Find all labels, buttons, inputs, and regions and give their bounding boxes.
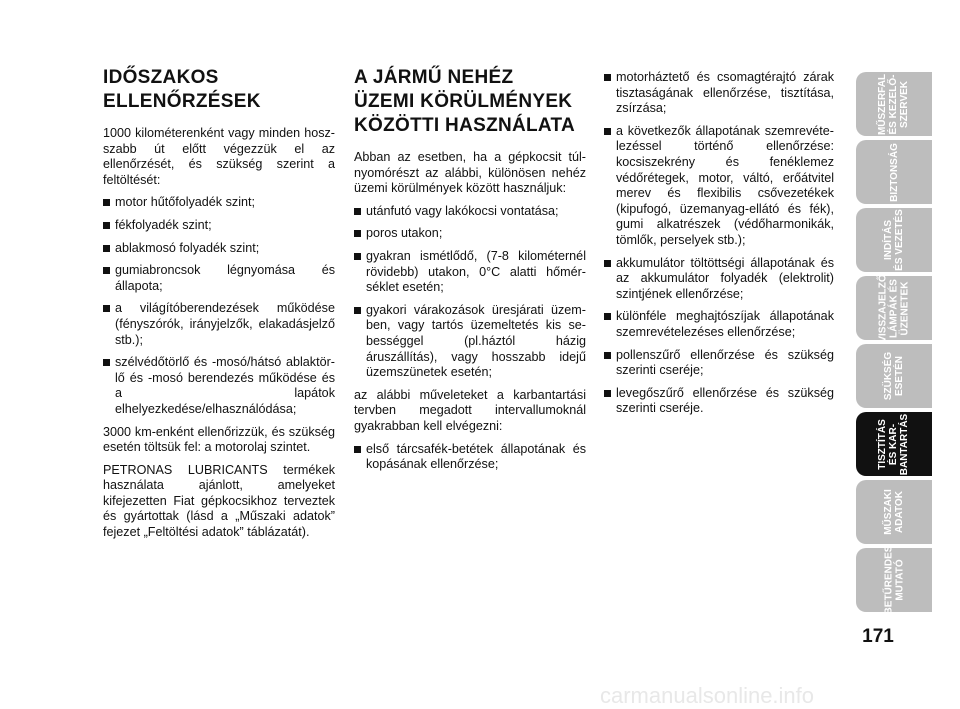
checklist-item: motor hűtőfolyadék szint; (103, 195, 335, 211)
bullet-square-icon (604, 352, 611, 359)
checklist-item: akkumulátor töltöttségi állapotának és az akkumulátor folyadék (elektrolit) szintjének ellenőrzése; (604, 256, 834, 303)
tab-label: BETŰRENDES MUTATÓ (883, 545, 905, 615)
checklist-item: gyakran ismétlődő, (7-8 kilométernél rövidebb) utakon, 0°C alatti hőmérséklet esetén; (354, 249, 586, 296)
checklist-item: poros utakon; (354, 226, 586, 242)
checklist-item: különféle meghajtószíjak állapotának szemrevételezéses ellenőrzése; (604, 309, 834, 340)
tab-instruments[interactable] (856, 72, 932, 136)
bullet-square-icon (604, 390, 611, 397)
bullet-square-icon (103, 199, 110, 206)
tab-label: BIZTONSÁG (888, 142, 900, 202)
oil-check-paragraph: 3000 km-enként ellenőrizzük, és szükség esetén töltsük fel: a motorolaj szintet. (103, 424, 335, 455)
checklist-item: motorháztető és csomagtérajtó zárak tisztaságának ellenőrzése, tisztítása, zsírzása; (604, 70, 834, 117)
bullet-square-icon (604, 260, 611, 267)
tab-label: SZÜKSÉG ESETÉN (883, 351, 905, 401)
bullet-square-icon (604, 128, 611, 135)
checklist-item: gyakori várakozások üresjárati üzemben, vagy tartós üzemeltetés kis sebességgel (pl.háztól házig áruszállítás), vagy hosszabb idejű üzemszünetek esetén; (354, 303, 586, 381)
checklist-item: levegőszűrő ellenőrzése és szükség szerinti cseréje. (604, 386, 834, 417)
middle-column (354, 66, 586, 480)
checklist-item: fékfolyadék szint; (103, 218, 335, 234)
watermark: carmanualsonline.info (600, 683, 815, 708)
intro-paragraph: 1000 kilométerenként vagy minden hoszszabb út előtt végezzük el az ellenőrzését, és szükség szerint a feltöltését: (103, 126, 335, 187)
tab-starting-driving[interactable] (856, 208, 932, 272)
tab-maintenance[interactable] (856, 412, 932, 476)
checklist-item: ablakmosó folyadék szint; (103, 241, 335, 257)
left-column (103, 66, 335, 548)
tab-label: TISZTÍTÁS ÉS KAR- BANTARTÁS (877, 413, 911, 475)
tab-index[interactable] (856, 545, 932, 615)
bullet-square-icon (354, 230, 361, 237)
checklist-item: a következők állapotának szemrevételezéssel történő ellenőrzése: kocsiszekrény és fenéklemez védőrétegek, motor, váltó, erőátvitel merev és flexibilis csővezetékek (kipufogó, üzemanyag-ellátó és fék), gumi alkatrészek (védőharmonikák, tömlők, perselyek stb.); (604, 124, 834, 249)
bullet-square-icon (354, 307, 361, 314)
section-heading-periodic-checks: IDŐSZAKOS ELLENŐRZÉSEK (103, 67, 261, 112)
bullet-square-icon (354, 208, 361, 215)
checklist-item: a világítóberendezések működése (fényszórók, irányjelzők, elakadásjelző stb.); (103, 301, 335, 348)
lubricants-paragraph: PETRONAS LUBRICANTS termékek használata ajánlott, amelyeket kifejezetten Fiat gépkocsikhoz terveztek és gyártottak (lásd a „Műszaki adatok” fejezet „Feltöltési adatok” táblázatát). (103, 462, 335, 540)
section-heading-heavy-duty: A JÁRMŰ NEHÉZ ÜZEMI KÖRÜLMÉNYEK KÖZÖTTI HASZNÁLATA (354, 67, 576, 136)
intro-paragraph: Abban az esetben, ha a gépkocsit túlnyomórészt az alábbi, különösen nehéz üzemi körülmények között használjuk: (354, 150, 586, 196)
bullet-square-icon (604, 313, 611, 320)
tab-safety[interactable] (856, 140, 932, 204)
bullet-square-icon (354, 446, 361, 453)
bullet-square-icon (103, 222, 110, 229)
bullet-square-icon (103, 245, 110, 252)
bullet-square-icon (103, 267, 110, 274)
bullet-square-icon (354, 253, 361, 260)
page-number: 171 (862, 626, 894, 647)
tab-technical-data[interactable] (856, 480, 932, 544)
tab-label: INDÍTÁS ÉS VEZETÉS (883, 209, 905, 271)
checklist-item: pollenszűrő ellenőrzése és szükség szerinti cseréje; (604, 348, 834, 379)
tab-label: MŰSZAKI ADATOK (883, 489, 905, 535)
operations-paragraph: az alábbi műveleteket a karbantartási tervben megadott intervallumoknál gyakrabban kell elvégezni: (354, 387, 586, 433)
checklist-item: szélvédőtörlő és -mosó/hátsó ablaktörlő és -mosó berendezés működése és a lapátok elhelyezkedése/elhasználódása; (103, 355, 335, 417)
tab-label: VISSZAJELZŐ LÁMPÁK ÉS ÜZENETEK (877, 273, 911, 343)
right-column (604, 70, 834, 424)
checklist-item: első tárcsafék-betétek állapotának és kopásának ellenőrzése; (354, 442, 586, 473)
checklist-item: utánfutó vagy lakókocsi vontatása; (354, 204, 586, 220)
bullet-square-icon (103, 359, 110, 366)
tab-emergency[interactable] (856, 344, 932, 408)
checklist-item: gumiabroncsok légnyomása és állapota; (103, 263, 335, 294)
tab-warning-lights[interactable] (856, 273, 932, 343)
bullet-square-icon (604, 74, 611, 81)
tab-label: MŰSZERFAL ÉS KEZELŐ- SZERVEK (877, 73, 911, 135)
bullet-square-icon (103, 305, 110, 312)
